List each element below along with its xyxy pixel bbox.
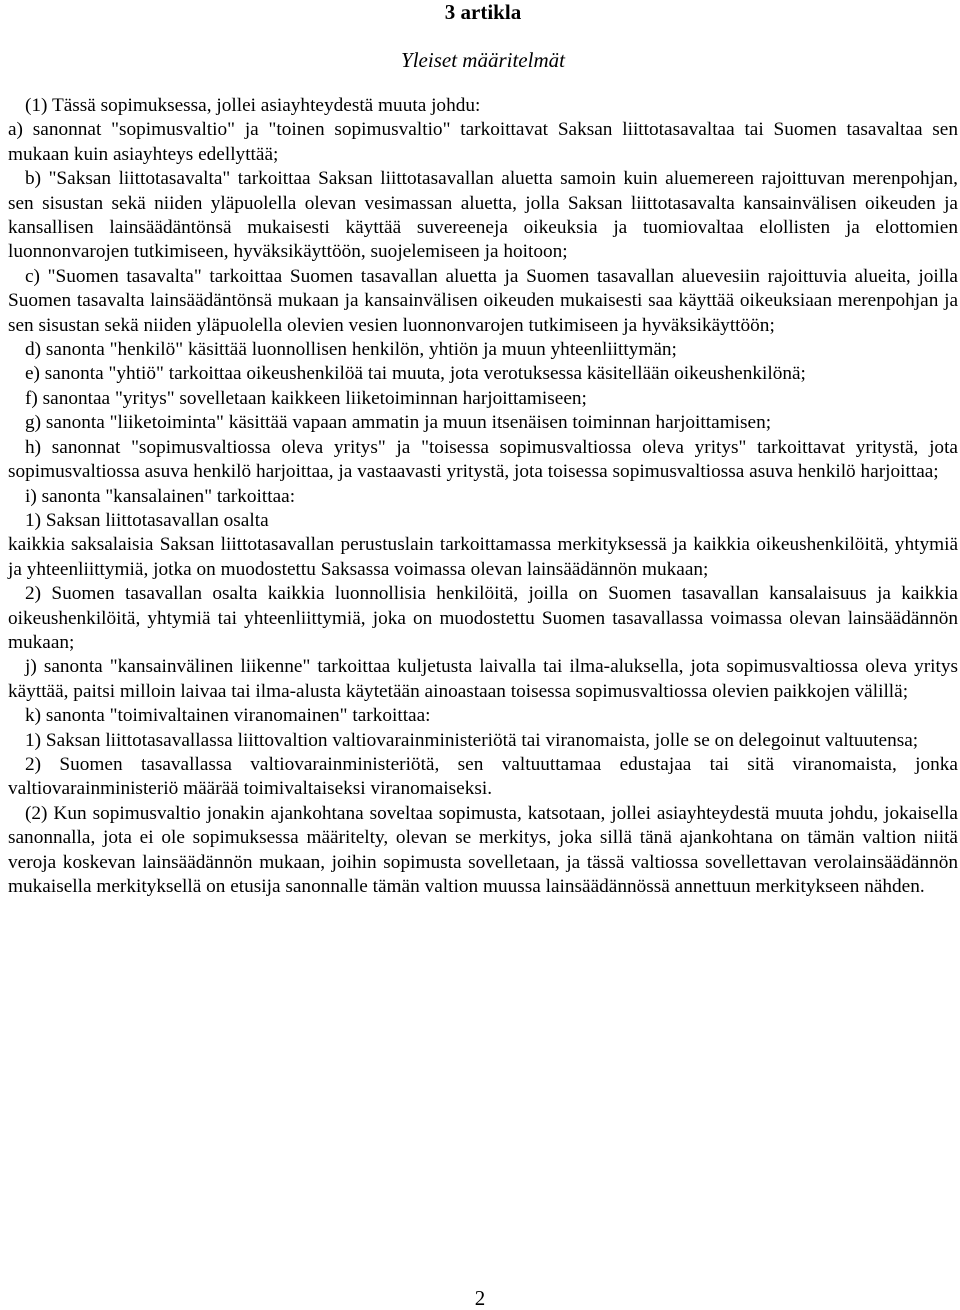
definition-g: g) sanonta "liiketoiminta" käsittää vapaan ammatin ja muun itsenäisen toiminnan harjoittamisen; (25, 412, 772, 434)
page-number: 2 (474, 1286, 486, 1310)
document-page (8, 0, 958, 899)
definition-f: f) sanontaa "yritys" sovelletaan kaikkeen liiketoiminnan harjoittamiseen; (25, 387, 587, 409)
article-subtitle: Yleiset määritelmät (401, 48, 565, 72)
definition-i-1-text: kaikkia saksalaisia Saksan liittotasavallan perustuslain tarkoittamassa merkityksessä ja kaikkia oikeushenkilöitä, yhtymiä ja yhteenliittymiä, jotka on muodostettu Saksassa voimassa olevan lainsäädännön mukaan; (8, 534, 958, 580)
definition-k-2: 2) Suomen tasavallassa valtiovarainministeriötä, sen valtuuttamaa edustajaa tai sitä viranomaista, jonka valtiovarainministeriö määrää toimivaltaiseksi viranomaiseksi. (8, 753, 958, 800)
paragraph-2: (2) Kun sopimusvaltio jonakin ajankohtana soveltaa sopimusta, katsotaan, jollei asiayhteydestä muuta johdu, jokaisella sanonnalla, jota ei ole sopimuksessa määritelty, olevan se merkitys, joka sillä tänä ajankohtana on tämän valtion niitä veroja koskevan lainsäädännön mukaan, joihin sopimusta sovelletaan, ja tässä valtiossa sovellettavan verolainsäädännön mukaisella merkityksellä on etusija sanonnalle tämän valtion muussa lainsäädännössä annettuun merkitykseen nähden. (8, 802, 958, 897)
article-title: 3 artikla (444, 0, 522, 24)
definition-i: i) sanonta "kansalainen" tarkoittaa: (25, 485, 296, 507)
definition-d: d) sanonta "henkilö" käsittää luonnollisen henkilön, yhtiön ja muun yhteenliittymän; (25, 339, 677, 361)
definition-k-1: 1) Saksan liittotasavallassa liittovaltion valtiovarainministeriötä tai viranomaista, jolle se on delegoinut valtuutensa; (25, 729, 919, 751)
paragraph-1: (1) Tässä sopimuksessa, jollei asiayhteydestä muuta johdu: (25, 95, 481, 116)
definition-i-2: 2) Suomen tasavallan osalta kaikkia luonnollisia henkilöitä, joilla on Suomen tasavallan kansalaisuus ja kaikkia oikeushenkilöitä, yhtymiä tai yhteenliittymiä, joka on muodostettu Suomen tasavallassa voimassa olevan lainsäädännön mukaan; (8, 583, 958, 653)
definition-b: b) "Saksan liittotasavalta" tarkoittaa Saksan liittotasavallan aluetta samoin kuin aluemereen rajoittuvan merenpohjan, sen sisustan sekä niiden yläpuolella olevan vesimassan aluetta, jolla Saksan liittotasavalta kansainvälisen oikeuden ja kansallisen lainsäädäntönsä mukaisesti käyttää suvereeneja oikeuksia ja tuomiovaltaa elollisten ja elottomien luonnonvarojen tutkimiseen, hyväksikäyttöön, suojelemiseen ja hoitoon; (8, 168, 958, 263)
definition-j: j) sanonta "kansainvälinen liikenne" tarkoittaa kuljetusta laivalla tai ilma-aluksella, jota sopimusvaltiossa oleva yritys käyttää, paitsi milloin laivaa tai ilma-alusta käytetään ainoastaan toisessa sopimusvaltiossa olevien paikkojen välillä; (8, 656, 958, 702)
definition-e: e) sanonta "yhtiö" tarkoittaa oikeushenkilöä tai muuta, jota verotuksessa käsitellään oikeushenkilönä; (25, 363, 806, 385)
definition-h: h) sanonnat "sopimusvaltiossa oleva yritys" ja "toisessa sopimusvaltiossa oleva yritys" tarkoittavat yritystä, jota sopimusvaltiossa asuva henkilö harjoittaa, ja vastaavasti yritystä, jota toisessa sopimusvaltiossa asuva henkilö harjoittaa; (8, 436, 958, 483)
definition-k: k) sanonta "toimivaltainen viranomainen" tarkoittaa: (25, 705, 431, 727)
definition-a: a) sanonnat "sopimusvaltio" ja "toinen sopimusvaltio" tarkoittavat Saksan liittotasavaltaa tai Suomen tasavaltaa sen mukaan kuin asiayhteys edellyttää; (8, 119, 958, 165)
article-body (8, 94, 958, 899)
definition-i-1-heading: 1) Saksan liittotasavallan osalta (25, 509, 269, 531)
definition-c: c) "Suomen tasavalta" tarkoittaa Suomen tasavallan aluetta ja Suomen tasavallan aluevesiin rajoittuvia alueita, joilla Suomen tasavalta lainsäädäntönsä mukaan ja kansainvälisen oikeuden mukaisesti saa käyttää oikeuksiaan merenpohjan ja sen sisustan sekä niiden yläpuolella olevien vesien luonnonvarojen tutkimiseen ja hyväksikäyttöön; (8, 265, 958, 336)
